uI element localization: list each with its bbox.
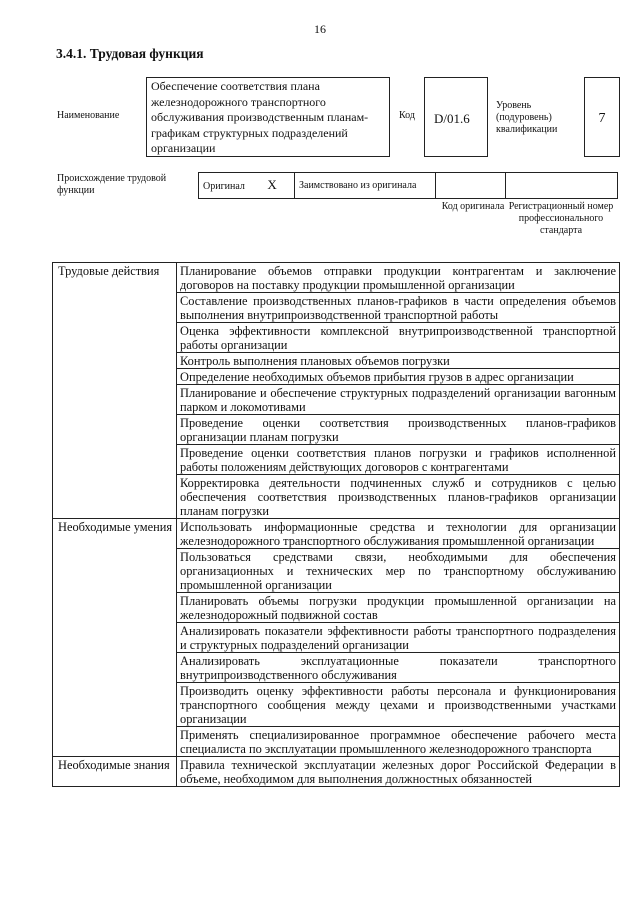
original-label: Оригинал [203, 181, 245, 192]
item-cell: Составление производственных планов-графиков в части определения объемов выполнения внутрипроизводственной транспортной работы [177, 293, 620, 323]
item-cell: Корректировка деятельности подчиненных служб и сотрудников с целью обеспечения соответствия производственных планов-графиков организации планам погрузки [177, 475, 620, 519]
item-cell: Правила технической эксплуатации железных дорог Российской Федерации в объеме, необходимом для выполнения должностных обязанностей [177, 757, 620, 787]
item-cell: Планирование и обеспечение структурных подразделений организации вагонным парком и локомотивами [177, 385, 620, 415]
original-cell [199, 173, 295, 199]
item-cell: Планирование объемов отправки продукции контрагентам и заключение договоров на поставку продукции промышленной организации [177, 263, 620, 293]
name-label: Наименование [57, 110, 120, 121]
category-cell: Необходимые умения [53, 519, 177, 757]
item-cell: Анализировать показатели эффективности работы транспортного подразделения и структурных подразделений организации [177, 623, 620, 653]
item-cell: Применять специализированное программное обеспечение рабочего места специалиста по эксплуатации промышленного железнодорожного транспорта [177, 727, 620, 757]
origin-label: Происхождение трудовой функции [57, 173, 167, 196]
item-cell: Производить оценку эффективности работы персонала и функционирования транспортного сообщения между цехами и производственными участками организации [177, 683, 620, 727]
category-cell: Необходимые знания [53, 757, 177, 787]
level-box [584, 77, 620, 157]
level-label: Уровень (подуровень) квалификации [496, 100, 558, 135]
registration-number-caption: Регистрационный номер профессионального стандарта [508, 201, 614, 236]
function-name-box [146, 77, 390, 157]
level-value: 7 [598, 111, 606, 126]
original-mark: X [267, 177, 277, 192]
function-details-table [52, 262, 620, 787]
table-row [53, 757, 620, 787]
origin-table [198, 172, 618, 199]
item-cell: Пользоваться средствами связи, необходимыми для обеспечения организационных и технических мер по транспортному обслуживанию промышленной организации [177, 549, 620, 593]
category-cell: Трудовые действия [53, 263, 177, 519]
table-row [53, 519, 620, 549]
table-row [53, 263, 620, 293]
item-cell: Определение необходимых объемов прибытия грузов в адрес организации [177, 369, 620, 385]
borrowed-cell [295, 173, 436, 199]
borrowed-label: Заимствовано из оригинала [299, 180, 417, 191]
original-code-cell [436, 173, 506, 199]
item-cell: Проведение оценки соответствия планов погрузки и графиков исполненной работы положениям действующих договоров с контрагентами [177, 445, 620, 475]
item-cell: Анализировать эксплуатационные показатели транспортного внутрипроизводственного обслуживания [177, 653, 620, 683]
item-cell: Проведение оценки соответствия производственных планов-графиков организации планам погрузки [177, 415, 620, 445]
code-label: Код [399, 110, 415, 121]
page-number: 16 [314, 22, 326, 36]
registration-number-cell [506, 173, 618, 199]
function-name-value: Обеспечение соответствия плана железнодорожного транспортного обслуживания производственным планам-графикам структурных подразделений организации [151, 79, 369, 155]
item-cell: Контроль выполнения плановых объемов погрузки [177, 353, 620, 369]
code-box [424, 77, 488, 157]
section-title: 3.4.1. Трудовая функция [56, 46, 204, 61]
item-cell: Использовать информационные средства и технологии для организации железнодорожного транспортного обслуживания промышленной организации [177, 519, 620, 549]
code-original-caption: Код оригинала [441, 201, 505, 212]
item-cell: Оценка эффективности комплексной внутрипроизводственной транспортной работы организации [177, 323, 620, 353]
item-cell: Планировать объемы погрузки продукции промышленной организации на железнодорожный подвижной состав [177, 593, 620, 623]
code-value: D/01.6 [434, 111, 470, 126]
